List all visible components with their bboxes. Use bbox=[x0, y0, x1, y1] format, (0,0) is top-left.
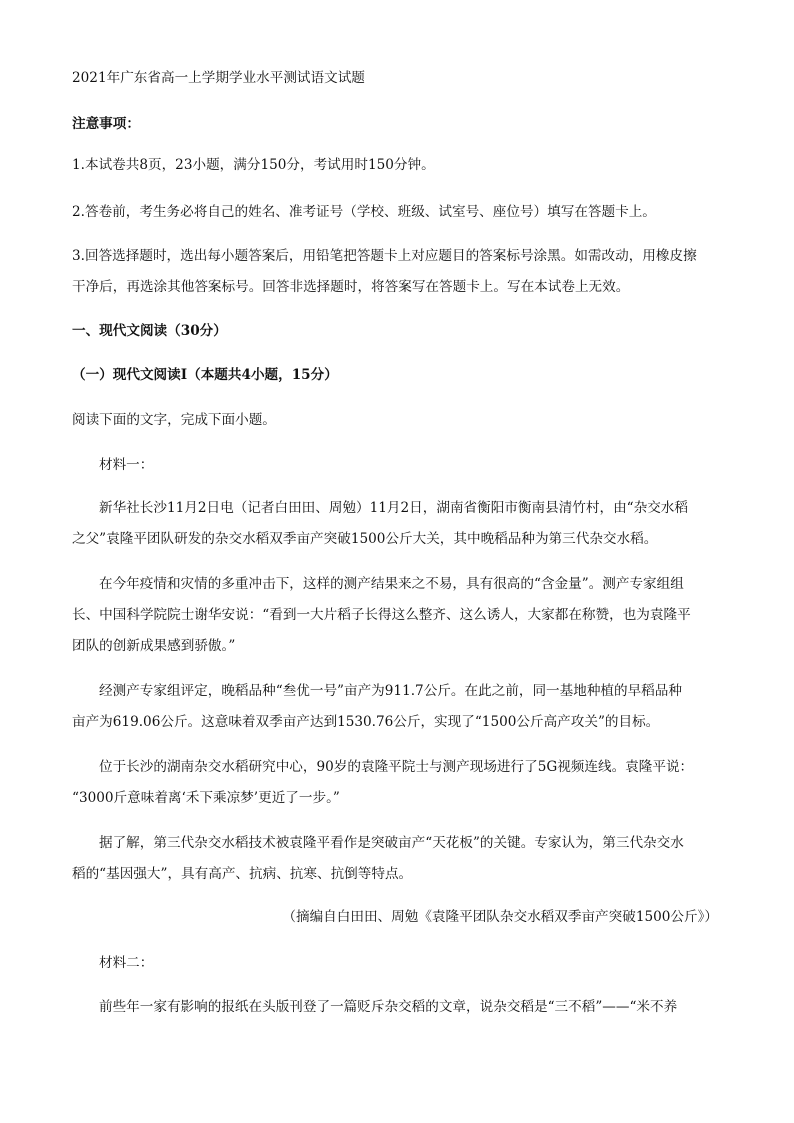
notice-heading: 注意事项： bbox=[72, 116, 140, 132]
paragraph-2-line-2: 长、中国科学院院士谢华安说：“看到一大片稻子长得这么整齐、这么诱人，大家都在称赞，也为袁隆平 bbox=[72, 607, 691, 623]
paragraph-4-line-1: 位于长沙的湖南杂交水稻研究中心，90岁的袁隆平院士与测产现场进行了5G视频连线。袁隆平说： bbox=[99, 759, 694, 775]
paragraph-3-line-1: 经测产专家组评定，晚稻品种“叁优一号”亩产为911.7公斤。在此之前，同一基地种植的早稻品种 bbox=[99, 683, 682, 699]
paragraph-2-line-1: 在今年疫情和灾情的多重冲击下，这样的测产结果来之不易，具有很高的“含金量”。测产专家组组 bbox=[99, 576, 684, 592]
material-2-label: 材料二： bbox=[99, 955, 154, 971]
notice-item-3-line-1: 3.回答选择题时，选出每小题答案后，用铅笔把答题卡上对应题目的答案标号涂黑。如需改动，用橡皮擦 bbox=[72, 248, 697, 264]
document-title: 2021年广东省高一上学期学业水平测试语文试题 bbox=[72, 70, 365, 86]
paragraph-3-line-2: 亩产为619.06公斤。这意味着双季亩产达到1530.76公斤，实现了“1500公斤高产攻关”的目标。 bbox=[72, 714, 660, 730]
notice-item-3-line-2: 干净后，再选涂其他答案标号。回答非选择题时，将答案写在答题卡上。写在本试卷上无效。 bbox=[72, 279, 630, 295]
reading-instruction: 阅读下面的文字，完成下面小题。 bbox=[72, 412, 276, 428]
source-citation-1: （摘编自白田田、周勉《袁隆平团队杂交水稻双季亩产突破1500公斤》） bbox=[282, 909, 718, 925]
subsection-heading-1: （一）现代文阅读Ⅰ（本题共4小题，15分） bbox=[72, 367, 338, 383]
paragraph-1-line-2: 之父”袁隆平团队研发的杂交水稻双季亩产突破1500公斤大关，其中晚稻品种为第三代杂交水稻。 bbox=[72, 531, 658, 547]
notice-item-2: 2.答卷前，考生务必将自己的姓名、准考证号（学校、班级、试室号、座位号）填写在答题卡上。 bbox=[72, 204, 656, 220]
paragraph-2-line-3: 团队的创新成果感到骄傲。” bbox=[72, 638, 236, 654]
paragraph-6-line-1: 前些年一家有影响的报纸在头版刊登了一篇贬斥杂交稻的文章，说杂交稻是“三不稻”——“米不养 bbox=[99, 999, 678, 1015]
paragraph-4-line-2: “3000斤意味着离‘禾下乘凉梦’更近了一步。” bbox=[72, 790, 340, 806]
notice-item-1: 1.本试卷共8页，23小题，满分150分，考试用时150分钟。 bbox=[72, 157, 435, 173]
paragraph-1-line-1: 新华社长沙11月2日电（记者白田田、周勉）11月2日，湖南省衡阳市衡南县清竹村，由“杂交水稻 bbox=[99, 500, 688, 516]
paragraph-5-line-2: 稻的“基因强大”，具有高产、抗病、抗寒、抗倒等特点。 bbox=[72, 866, 413, 882]
paragraph-5-line-1: 据了解，第三代杂交水稻技术被袁隆平看作是突破亩产“天花板”的关键。专家认为，第三代杂交水 bbox=[99, 835, 684, 851]
section-heading-1: 一、现代文阅读（30分） bbox=[72, 323, 227, 339]
material-1-label: 材料一： bbox=[99, 457, 154, 473]
